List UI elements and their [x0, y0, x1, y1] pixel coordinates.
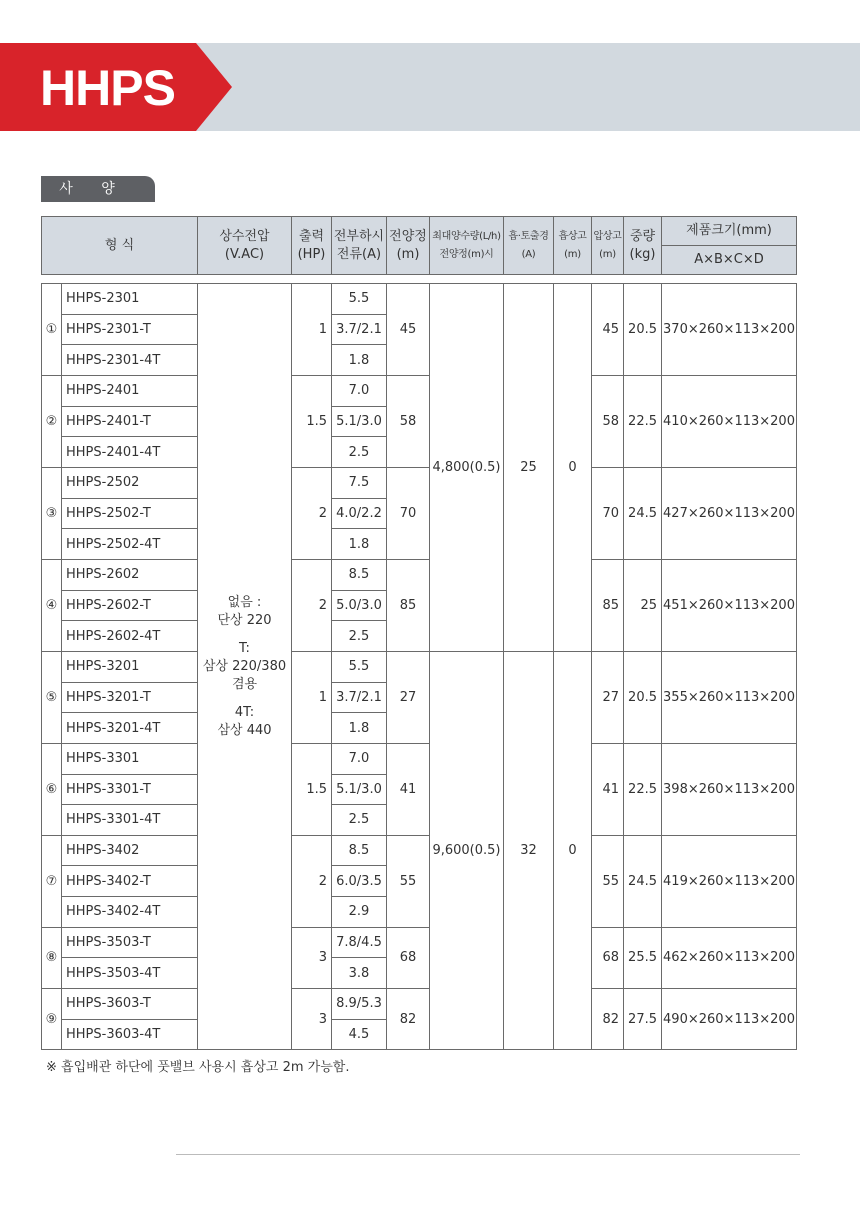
- full-load-current: 5.0/3.0: [332, 590, 387, 621]
- weight: 22.5: [624, 743, 662, 835]
- header-model: 형 식: [42, 217, 198, 275]
- voltage-note-line: 4T:: [234, 704, 255, 720]
- product-size: 398×260×113×200: [662, 743, 797, 835]
- model-name: HHPS-2301: [62, 284, 198, 315]
- full-load-current: 7.0: [332, 743, 387, 774]
- full-load-current: 2.9: [332, 897, 387, 928]
- page-title: HHPS: [40, 60, 175, 116]
- full-load-current: 3.8: [332, 958, 387, 989]
- output-hp: 3: [292, 989, 332, 1050]
- table-row: [42, 651, 797, 682]
- full-load-current: 2.5: [332, 805, 387, 836]
- model-name: HHPS-3503-4T: [62, 958, 198, 989]
- total-head: 45: [387, 284, 430, 376]
- full-load-current: 3.7/2.1: [332, 682, 387, 713]
- row-number: ⑨: [42, 989, 62, 1050]
- header-output: 출력 (HP): [292, 217, 332, 275]
- section-label: 사 양: [41, 176, 155, 202]
- voltage-note-line: 삼상 440: [217, 722, 272, 738]
- full-load-current: 7.0: [332, 375, 387, 406]
- pressure-height: 85: [592, 559, 624, 651]
- full-load-current: 8.5: [332, 835, 387, 866]
- total-head: 68: [387, 927, 430, 988]
- full-load-current: 5.1/3.0: [332, 774, 387, 805]
- output-hp: 1: [292, 284, 332, 376]
- output-hp: 3: [292, 927, 332, 988]
- weight: 24.5: [624, 835, 662, 927]
- total-head: 58: [387, 375, 430, 467]
- header-flow: 최대양수량(L/h) 전양정(m)시: [430, 217, 504, 275]
- full-load-current: 5.5: [332, 284, 387, 315]
- product-size: 427×260×113×200: [662, 467, 797, 559]
- voltage-note-line: T:: [239, 640, 250, 656]
- product-size: 355×260×113×200: [662, 651, 797, 743]
- voltage-note-line: 없음 :: [227, 594, 262, 610]
- full-load-current: 8.5: [332, 559, 387, 590]
- header-pressure: 압상고 (m): [592, 217, 624, 275]
- row-number: ④: [42, 559, 62, 651]
- suction-height: 0: [554, 284, 592, 652]
- output-hp: 2: [292, 467, 332, 559]
- output-hp: 1: [292, 651, 332, 743]
- header-size-dims: A×B×C×D: [662, 246, 797, 275]
- row-number: ⑤: [42, 651, 62, 743]
- model-name: HHPS-3603-4T: [62, 1019, 198, 1050]
- header-head: 전양정 (m): [387, 217, 430, 275]
- full-load-current: 3.7/2.1: [332, 314, 387, 345]
- table-row: [42, 467, 797, 498]
- table-row: [42, 927, 797, 958]
- max-flow: 4,800(0.5): [430, 284, 504, 652]
- pressure-height: 41: [592, 743, 624, 835]
- total-head: 55: [387, 835, 430, 927]
- pressure-height: 55: [592, 835, 624, 927]
- table-row: [42, 989, 797, 1020]
- header-voltage: 상수전압 (V.AC): [198, 217, 292, 275]
- model-name: HHPS-2602-4T: [62, 621, 198, 652]
- voltage-note: [198, 284, 292, 1050]
- output-hp: 2: [292, 835, 332, 927]
- max-flow: 9,600(0.5): [430, 651, 504, 1050]
- row-number: ⑥: [42, 743, 62, 835]
- weight: 25.5: [624, 927, 662, 988]
- row-number: ②: [42, 375, 62, 467]
- weight: 20.5: [624, 284, 662, 376]
- row-number: ①: [42, 284, 62, 376]
- table-row: [42, 375, 797, 406]
- model-name: HHPS-2301-4T: [62, 345, 198, 376]
- output-hp: 2: [292, 559, 332, 651]
- model-name: HHPS-2301-T: [62, 314, 198, 345]
- pressure-height: 27: [592, 651, 624, 743]
- table-row: [42, 559, 797, 590]
- weight: 22.5: [624, 375, 662, 467]
- model-name: HHPS-3201-T: [62, 682, 198, 713]
- model-name: HHPS-3201: [62, 651, 198, 682]
- header-suction: 흡상고 (m): [554, 217, 592, 275]
- port-diameter: 32: [504, 651, 554, 1050]
- header-current: 전부하시 전류(A): [332, 217, 387, 275]
- full-load-current: 8.9/5.3: [332, 989, 387, 1020]
- model-name: HHPS-3603-T: [62, 989, 198, 1020]
- table-row: [42, 835, 797, 866]
- model-name: HHPS-2401-T: [62, 406, 198, 437]
- full-load-current: 1.8: [332, 529, 387, 560]
- full-load-current: 5.5: [332, 651, 387, 682]
- model-name: HHPS-3402: [62, 835, 198, 866]
- footnote: ※ 흡입배관 하단에 풋밸브 사용시 흡상고 2m 가능함.: [46, 1060, 350, 1075]
- row-number: ③: [42, 467, 62, 559]
- model-name: HHPS-3201-4T: [62, 713, 198, 744]
- product-size: 462×260×113×200: [662, 927, 797, 988]
- model-name: HHPS-3503-T: [62, 927, 198, 958]
- full-load-current: 7.8/4.5: [332, 927, 387, 958]
- suction-height: 0: [554, 651, 592, 1050]
- total-head: 41: [387, 743, 430, 835]
- model-name: HHPS-3402-4T: [62, 897, 198, 928]
- model-name: HHPS-2502-T: [62, 498, 198, 529]
- bottom-divider: [176, 1154, 800, 1155]
- model-name: HHPS-2401: [62, 375, 198, 406]
- voltage-note-line: 단상 220: [217, 612, 272, 628]
- model-name: HHPS-2502-4T: [62, 529, 198, 560]
- pressure-height: 68: [592, 927, 624, 988]
- output-hp: 1.5: [292, 375, 332, 467]
- model-name: HHPS-3301: [62, 743, 198, 774]
- full-load-current: 4.5: [332, 1019, 387, 1050]
- header-size: 제품크기(mm): [662, 217, 797, 246]
- pressure-height: 70: [592, 467, 624, 559]
- product-size: 490×260×113×200: [662, 989, 797, 1050]
- model-name: HHPS-2602: [62, 559, 198, 590]
- weight: 20.5: [624, 651, 662, 743]
- header-port: 흡·토출경 (A): [504, 217, 554, 275]
- total-head: 27: [387, 651, 430, 743]
- model-name: HHPS-3301-4T: [62, 805, 198, 836]
- full-load-current: 2.5: [332, 437, 387, 468]
- full-load-current: 7.5: [332, 467, 387, 498]
- total-head: 82: [387, 989, 430, 1050]
- output-hp: 1.5: [292, 743, 332, 835]
- full-load-current: 1.8: [332, 713, 387, 744]
- product-size: 451×260×113×200: [662, 559, 797, 651]
- model-name: HHPS-3402-T: [62, 866, 198, 897]
- product-size: 419×260×113×200: [662, 835, 797, 927]
- weight: 24.5: [624, 467, 662, 559]
- product-size: 410×260×113×200: [662, 375, 797, 467]
- model-name: HHPS-2502: [62, 467, 198, 498]
- row-number: ⑧: [42, 927, 62, 988]
- full-load-current: 5.1/3.0: [332, 406, 387, 437]
- spec-table-header: [41, 216, 797, 275]
- row-number: ⑦: [42, 835, 62, 927]
- full-load-current: 2.5: [332, 621, 387, 652]
- full-load-current: 1.8: [332, 345, 387, 376]
- spec-table: [41, 283, 797, 1050]
- model-name: HHPS-2401-4T: [62, 437, 198, 468]
- voltage-note-line: 삼상 220/380: [202, 658, 287, 674]
- full-load-current: 4.0/2.2: [332, 498, 387, 529]
- total-head: 70: [387, 467, 430, 559]
- product-size: 370×260×113×200: [662, 284, 797, 376]
- table-row: [42, 743, 797, 774]
- model-name: HHPS-2602-T: [62, 590, 198, 621]
- voltage-note-line: 겸용: [231, 676, 258, 692]
- port-diameter: 25: [504, 284, 554, 652]
- table-row: [42, 284, 797, 315]
- header-weight: 중량 (kg): [624, 217, 662, 275]
- total-head: 85: [387, 559, 430, 651]
- pressure-height: 82: [592, 989, 624, 1050]
- pressure-height: 58: [592, 375, 624, 467]
- weight: 27.5: [624, 989, 662, 1050]
- weight: 25: [624, 559, 662, 651]
- pressure-height: 45: [592, 284, 624, 376]
- full-load-current: 6.0/3.5: [332, 866, 387, 897]
- model-name: HHPS-3301-T: [62, 774, 198, 805]
